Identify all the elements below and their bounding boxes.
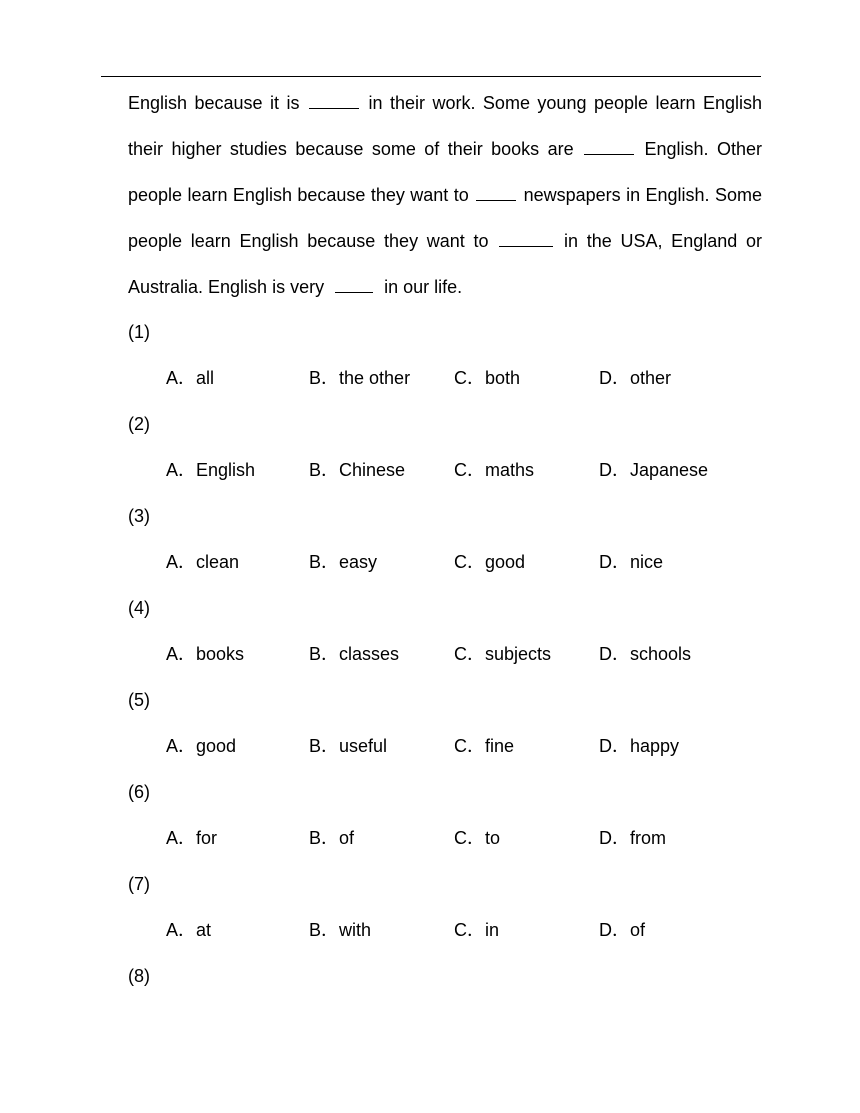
question-options [128, 359, 768, 405]
option-text: maths [485, 460, 535, 480]
question-number: (8) [128, 966, 150, 986]
option-text: books [196, 644, 245, 664]
passage-text: their higher studies because some of their books are [128, 139, 574, 159]
option-c[interactable] [454, 543, 525, 581]
option-b[interactable] [309, 727, 387, 765]
question-number: (2) [128, 414, 150, 434]
option-d[interactable] [599, 819, 666, 857]
option-letter: B． [309, 828, 340, 848]
option-c[interactable] [454, 359, 520, 397]
option-letter: C． [454, 736, 485, 756]
option-c[interactable] [454, 911, 499, 949]
passage-line [128, 176, 762, 222]
option-text: good [196, 736, 237, 756]
option-letter: B． [309, 644, 340, 664]
option-text: other [630, 368, 672, 388]
option-letter: D． [599, 736, 630, 756]
question-options [128, 911, 768, 957]
passage-text: people learn English because they want to [128, 231, 489, 251]
option-text: useful [339, 736, 388, 756]
option-text: the other [339, 368, 411, 388]
option-letter: C． [454, 368, 485, 388]
option-b[interactable] [309, 635, 399, 673]
option-text: all [196, 368, 215, 388]
passage-text: newspapers in English. Some [523, 185, 762, 205]
option-text: of [630, 920, 646, 940]
option-a[interactable] [166, 451, 255, 489]
question-options [128, 543, 768, 589]
option-letter: C． [454, 920, 485, 940]
option-letter: D． [599, 460, 630, 480]
option-text: from [630, 828, 666, 848]
option-a[interactable] [166, 635, 244, 673]
option-text: classes [339, 644, 400, 664]
option-letter: B． [309, 552, 340, 572]
option-a[interactable] [166, 819, 217, 857]
option-text: nice [630, 552, 664, 572]
answer-blank [499, 246, 553, 247]
passage-line [128, 222, 762, 268]
option-letter: B． [309, 368, 340, 388]
option-text: fine [485, 736, 515, 756]
passage-text: Australia. English is very [128, 277, 325, 297]
option-text: in [485, 920, 500, 940]
option-text: for [196, 828, 218, 848]
option-letter: A． [166, 736, 197, 756]
option-a[interactable] [166, 727, 236, 765]
option-letter: A． [166, 920, 197, 940]
answer-blank [584, 154, 634, 155]
passage-line [128, 130, 762, 176]
question-number: (4) [128, 598, 150, 618]
option-text: schools [630, 644, 692, 664]
question-number: (6) [128, 782, 150, 802]
passage [128, 84, 762, 314]
question-options [128, 635, 768, 681]
passage-text: in our life. [384, 277, 463, 297]
option-b[interactable] [309, 359, 410, 397]
question-options [128, 451, 768, 497]
question-options [128, 819, 768, 865]
answer-blank [476, 200, 516, 201]
passage-text: English because it is [128, 93, 300, 113]
option-letter: A． [166, 368, 197, 388]
option-letter: D． [599, 368, 630, 388]
passage-line [128, 268, 762, 314]
question-options [128, 727, 768, 773]
option-letter: B． [309, 920, 340, 940]
question-number: (7) [128, 874, 150, 894]
option-d[interactable] [599, 543, 663, 581]
option-text: happy [630, 736, 680, 756]
passage-text: people learn English because they want to [128, 185, 469, 205]
option-letter: C． [454, 828, 485, 848]
option-text: Chinese [339, 460, 406, 480]
option-letter: D． [599, 644, 630, 664]
option-d[interactable] [599, 359, 671, 397]
question-number: (1) [128, 322, 150, 342]
option-letter: B． [309, 460, 340, 480]
option-letter: C． [454, 644, 485, 664]
option-text: easy [339, 552, 378, 572]
option-d[interactable] [599, 635, 691, 673]
option-a[interactable] [166, 543, 239, 581]
option-text: Japanese [630, 460, 709, 480]
option-letter: B． [309, 736, 340, 756]
option-c[interactable] [454, 727, 514, 765]
header-rule [101, 76, 761, 77]
option-b[interactable] [309, 911, 371, 949]
answer-blank [335, 292, 373, 293]
option-text: subjects [485, 644, 552, 664]
passage-text: English. Other [644, 139, 762, 159]
option-letter: D． [599, 920, 630, 940]
option-text: to [485, 828, 501, 848]
option-text: with [339, 920, 372, 940]
passage-line [128, 84, 762, 130]
option-c[interactable] [454, 451, 534, 489]
option-b[interactable] [309, 451, 405, 489]
question-number: (5) [128, 690, 150, 710]
option-d[interactable] [599, 911, 645, 949]
option-letter: D． [599, 828, 630, 848]
answer-blank [309, 108, 359, 109]
question-list [128, 313, 768, 1003]
option-a[interactable] [166, 359, 214, 397]
option-letter: C． [454, 460, 485, 480]
option-a[interactable] [166, 911, 211, 949]
option-text: clean [196, 552, 240, 572]
passage-text: in their work. Some young people learn English [368, 93, 762, 113]
option-letter: A． [166, 460, 197, 480]
option-letter: A． [166, 552, 197, 572]
option-text: both [485, 368, 521, 388]
question-number: (3) [128, 506, 150, 526]
option-text: of [339, 828, 355, 848]
option-d[interactable] [599, 451, 708, 489]
option-c[interactable] [454, 819, 500, 857]
option-d[interactable] [599, 727, 679, 765]
option-letter: A． [166, 828, 197, 848]
option-b[interactable] [309, 543, 377, 581]
option-c[interactable] [454, 635, 551, 673]
option-letter: D． [599, 552, 630, 572]
passage-text: in the USA, England or [563, 231, 762, 251]
option-b[interactable] [309, 819, 354, 857]
option-letter: A． [166, 644, 197, 664]
option-text: English [196, 460, 256, 480]
option-letter: C． [454, 552, 485, 572]
option-text: good [485, 552, 526, 572]
option-text: at [196, 920, 212, 940]
